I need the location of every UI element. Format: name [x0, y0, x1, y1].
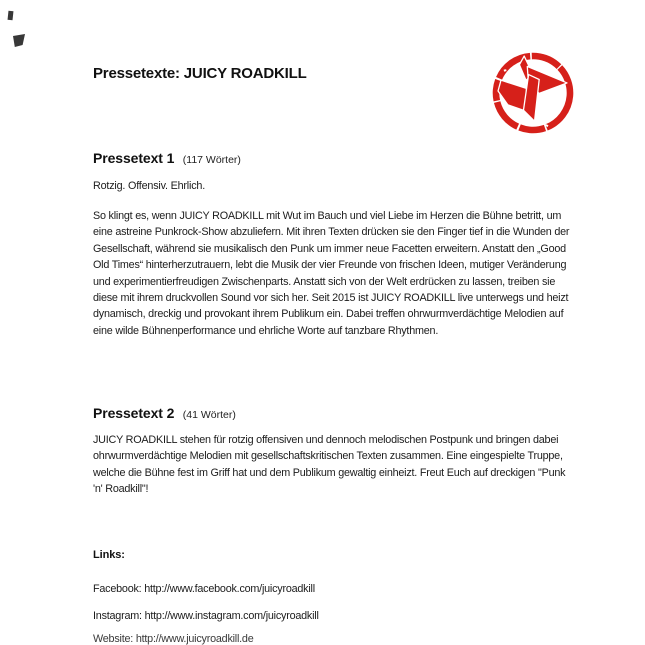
pressetext-1-body: So klingt es, wenn JUICY ROADKILL mit Wut im Bauch und viel Liebe im Herzen die Bühne betritt, um eine astreine Punkrock-Show abzuliefern. Mit ihren Texten drücken sie den Finger tief in die Wunden der Gesellschaft, während sie musikalisch den Punk um immer neue Facetten erweitern. Anstatt den „Good Old Times“ hinterherzutrauern, lebt die Musik der vier Freunde von frischen Ideen, mutiger Veränderung und experimentierfreudigen Zwischenparts. Anstatt sich von der Welt erdrücken zu lassen, treiben sie diese mit ihrem druckvollen Sound vor sich her. Seit 2015 ist JUICY ROADKILL live unterwegs und heizt dynamisch, dreckig und provokant ihrem Publikum ein. Dabei treffen ohrwurmverdächtige Melodien auf eine wilde Bühnenperformance und ehrliche Worte auf tanzbare Rhythmen. — [93, 210, 570, 337]
word-count-badge: (41 Wörter) — [182, 409, 236, 421]
scan-artifact — [8, 11, 14, 20]
document-title: Pressetexte: JUICY ROADKILL — [93, 65, 307, 82]
facebook-link-text: Facebook: http://www.facebook.com/juicyroadkill — [93, 583, 315, 595]
word-count-badge: (117 Wörter) — [182, 154, 241, 166]
section-heading-pressetext-1 — [93, 150, 241, 168]
section-title: Pressetext 1 — [93, 150, 175, 166]
instagram-link-text: Instagram: http://www.instagram.com/juicyroadkill — [93, 610, 319, 622]
pressetext-2-body: JUICY ROADKILL stehen für rotzig offensiven und dennoch melodischen Postpunk und bringen dabei ohrwurmverdächtige Melodien mit gesellschaftskritischen Texten zusammen. Eine eingespielte Truppe, welche die Bühne fest im Griff hat und dem Publikum gewaltig einheizt. Freut Euch auf dreckigen "Punk 'n' Roadkill"! — [93, 434, 566, 496]
roadkill-stamp-icon — [488, 50, 580, 138]
section-title: Pressetext 2 — [93, 405, 175, 421]
band-logo-stamp — [488, 50, 580, 138]
section-heading-pressetext-2 — [93, 405, 236, 423]
scan-artifact — [13, 34, 25, 47]
links-heading: Links: — [93, 549, 125, 561]
website-link-text-clipped: Website: http://www.juicyroadkill.de — [93, 633, 254, 645]
tagline: Rotzig. Offensiv. Ehrlich. — [93, 180, 206, 192]
